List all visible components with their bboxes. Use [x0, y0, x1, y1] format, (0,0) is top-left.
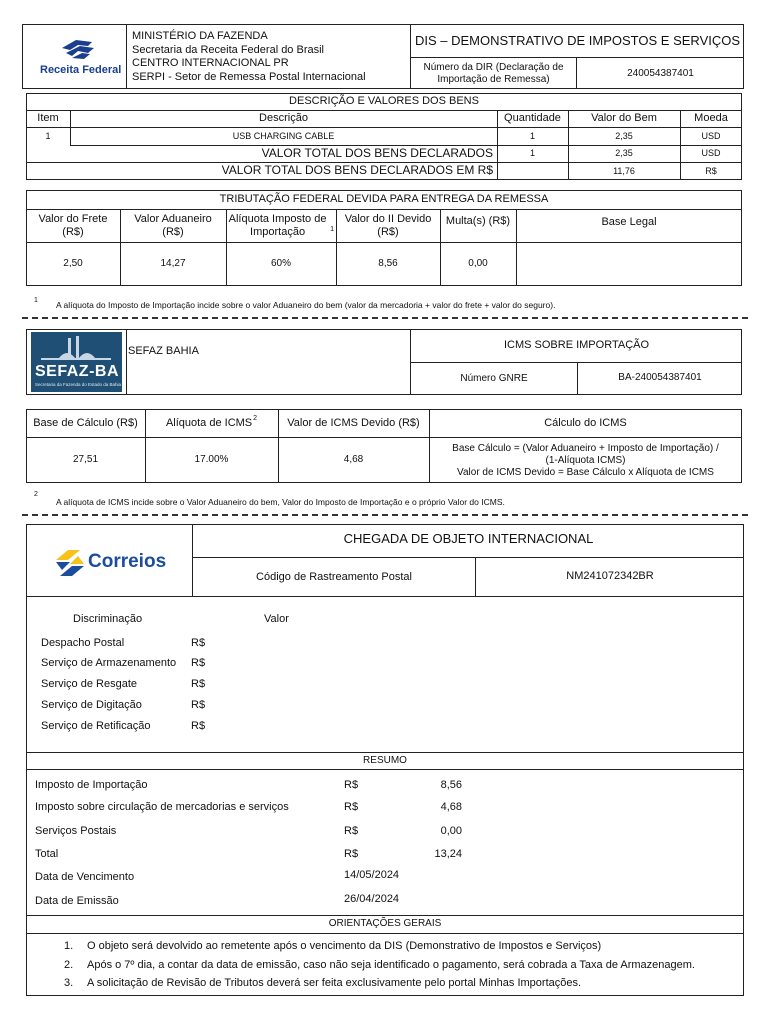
service-currency: R$ [191, 720, 206, 732]
tracking-code: NM241072342BR [566, 569, 654, 582]
guidance-title: ORIENTAÇÕES GERAIS [328, 918, 442, 930]
summary-title: RESUMO [363, 754, 407, 766]
guidance-num: 3. [64, 977, 74, 989]
goods-total-brl-currency: R$ [705, 165, 717, 176]
federal-col-legal-basis: Base Legal [601, 216, 657, 229]
federal-col-ii-due: Valor do II Devido (R$) [344, 212, 432, 238]
federal-col-fines: Multa(s) (R$) [445, 214, 511, 227]
issue-label: Data de Emissão [35, 895, 119, 907]
icms-col-base: Base de Cálculo (R$) [33, 416, 138, 429]
summary-label: Imposto de Importação [35, 779, 148, 791]
tracking-label: Código de Rastreamento Postal [256, 570, 412, 583]
correios-logo-text: Correios [88, 551, 167, 572]
service-currency: R$ [191, 657, 206, 669]
icms-col-rate [145, 409, 278, 437]
goods-total-quantity: 1 [529, 148, 535, 159]
footnote-mark-2: 2 [253, 415, 258, 422]
goods-row-item: 1 [45, 130, 51, 141]
goods-total-label: VALOR TOTAL DOS BENS DECLARADOS [261, 145, 493, 160]
icms-col-rate-label: Alíquota de ICMS [165, 416, 253, 429]
goods-total-brl-label: VALOR TOTAL DOS BENS DECLARADOS EM R$ [221, 163, 493, 178]
issue-date: 26/04/2024 [344, 893, 400, 905]
goods-row-description: USB CHARGING CABLE [232, 130, 335, 141]
service-name: Serviço de Armazenamento [41, 657, 177, 669]
sefaz-logo-sub: Secretaria da Fazenda do Estado da Bahia [35, 382, 122, 387]
goods-row-currency: USD [701, 130, 721, 141]
service-name: Serviço de Resgate [41, 678, 137, 690]
sefaz-name: SEFAZ BAHIA [128, 345, 199, 357]
goods-col-value: Valor do Bem [591, 112, 657, 125]
icms-due-value: 4,68 [343, 454, 364, 466]
gnre-label: Número GNRE [460, 373, 528, 385]
guidance-item: O objeto será devolvido ao remetente após o vencimento da DIS (Demonstrativo de Impostos e Serviços) [87, 940, 602, 952]
goods-total-brl-value: 11,76 [613, 165, 635, 176]
federal-col-customs-value: Valor Aduaneiro (R$) [134, 212, 212, 238]
sefaz-logo-text: SEFAZ-BA [35, 363, 119, 380]
gnre-number: BA-240054387401 [618, 371, 702, 383]
icms-col-due: Valor de ICMS Devido (R$) [287, 416, 420, 429]
calc-line: (1-Alíquota ICMS) [545, 455, 626, 466]
service-currency: R$ [191, 678, 206, 690]
goods-col-currency: Moeda [694, 112, 728, 125]
sefaz-footnote-mark: 2 [34, 491, 38, 498]
goods-col-quantity: Quantidade [504, 112, 561, 125]
summary-currency: R$ [344, 801, 359, 813]
summary-currency: R$ [344, 848, 359, 860]
goods-total-currency: USD [701, 148, 721, 159]
icms-title: ICMS SOBRE IMPORTAÇÃO [503, 339, 650, 352]
receita-federal-emblem-icon [58, 36, 98, 62]
goods-total-value: 2,35 [615, 148, 633, 159]
guidance-num: 2. [64, 959, 74, 971]
correios-title: CHEGADA DE OBJETO INTERNACIONAL [343, 530, 594, 546]
dir-number: 240054387401 [627, 67, 694, 79]
sefaz-footnote-text: A alíquota de ICMS incide sobre o Valor Aduaneiro do bem, Valor do Imposto de Importação e o próprio Valor do ICMS. [56, 497, 505, 507]
summary-label: Imposto sobre circulação de mercadorias e serviços [35, 801, 289, 813]
due-label: Data de Vencimento [35, 871, 135, 883]
value-header: Valor [264, 613, 289, 625]
separator-2 [22, 514, 748, 516]
summary-value: 0,00 [440, 825, 462, 837]
summary-currency: R$ [344, 825, 359, 837]
guidance-item: Após o 7º dia, a contar da data de emissão, caso não seja identificado o pagamento, será cobrada a Taxa de Armazenagem. [87, 959, 695, 971]
icms-calc-formula [429, 443, 742, 479]
summary-currency: R$ [344, 779, 359, 791]
footnote-mark-1: 1 [330, 225, 334, 233]
calc-line: Valor de ICMS Devido = Base Cálculo x Alíquota de ICMS [457, 467, 714, 478]
org-line: SERPI - Setor de Remessa Postal Internacional [132, 70, 366, 83]
federal-ii-due-value: 8,56 [378, 258, 398, 270]
icms-col-calc: Cálculo do ICMS [544, 416, 627, 429]
separator-1 [22, 317, 748, 319]
service-name: Despacho Postal [41, 637, 125, 649]
federal-col-import-rate [226, 209, 336, 242]
summary-value: 4,68 [440, 801, 462, 813]
summary-value: 8,56 [440, 779, 462, 791]
guidance-item: A solicitação de Revisão de Tributos deverá ser feita exclusivamente pelo portal Minhas Importações. [87, 977, 582, 989]
federal-freight-value: 2,50 [63, 258, 83, 270]
federal-customs-value: 14,27 [160, 258, 186, 270]
federal-col-freight: Valor do Frete (R$) [38, 212, 108, 238]
service-name: Serviço de Digitação [41, 699, 142, 711]
goods-col-description: Descrição [259, 112, 308, 125]
federal-footnote [34, 297, 38, 306]
correios-emblem-icon [52, 548, 88, 578]
federal-import-rate-value: 60% [270, 258, 291, 270]
federal-footnote-text: A alíquota do Imposto de Importação incide sobre o valor Aduaneiro do bem (valor da mercadoria + valor do frete + valor do seguro). [56, 300, 556, 310]
icms-rate-value: 17.00% [194, 454, 229, 466]
federal-fines-value: 0,00 [468, 258, 488, 270]
sefaz-logo [31, 332, 122, 392]
summary-value: 13,24 [434, 848, 462, 860]
service-currency: R$ [191, 699, 206, 711]
sefaz-building-icon [31, 334, 122, 364]
org-line: Secretaria da Receita Federal do Brasil [132, 43, 324, 56]
federal-col-import-rate-label: Alíquota Imposto de Importação [228, 212, 327, 238]
service-currency: R$ [191, 637, 206, 649]
goods-col-item: Item [37, 112, 59, 125]
dis-title: DIS – DEMONSTRATIVO DE IMPOSTOS E SERVIÇOS [414, 32, 741, 48]
summary-label: Serviços Postais [35, 825, 117, 837]
guidance-num: 1. [64, 940, 74, 952]
org-line: CENTRO INTERNACIONAL PR [132, 57, 289, 69]
receita-federal-logo-text: Receita Federal [40, 64, 122, 76]
due-date: 14/05/2024 [344, 869, 400, 881]
summary-label: Total [35, 848, 59, 860]
federal-title: TRIBUTAÇÃO FEDERAL DEVIDA PARA ENTREGA DA REMESSA [219, 193, 549, 206]
org-lines [132, 30, 366, 84]
dir-label: Número da DIR (Declaração de Importação de Remessa) [423, 62, 564, 85]
federal-footnote-mark: 1 [34, 297, 38, 304]
calc-line: Base Cálculo = (Valor Aduaneiro + Imposto de Importação) / [452, 443, 719, 454]
org-line: MINISTÉRIO DA FAZENDA [132, 30, 268, 42]
service-name: Serviço de Retificação [41, 720, 151, 732]
correios-logo [52, 546, 176, 580]
goods-row-quantity: 1 [529, 130, 535, 141]
goods-row-value: 2,35 [615, 130, 633, 141]
disc-header: Discriminação [73, 613, 143, 625]
receita-federal-logo [36, 36, 120, 80]
icms-base-value: 27,51 [72, 454, 99, 466]
goods-title: DESCRIÇÃO E VALORES DOS BENS [289, 95, 479, 108]
